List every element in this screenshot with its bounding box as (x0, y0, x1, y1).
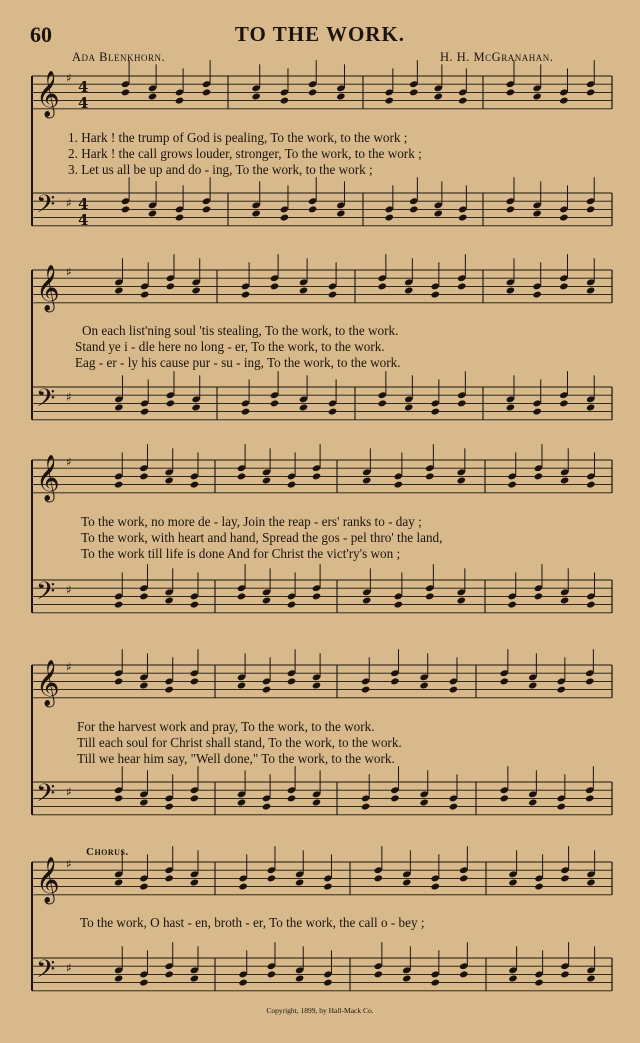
notehead (190, 794, 199, 802)
treble-clef-icon: 𝄞 (36, 455, 60, 501)
notehead (586, 975, 595, 983)
notehead (586, 879, 595, 887)
notehead (164, 686, 173, 694)
notehead (402, 975, 411, 983)
chorus-label: Chorus. (86, 846, 129, 858)
notehead (390, 794, 399, 802)
notehead (164, 477, 173, 485)
notehead (449, 803, 458, 811)
notehead (394, 601, 403, 609)
notehead (586, 404, 595, 412)
lyric-line: To the work, with heart and hand, Spread the gos - pel thro' the land, (81, 530, 443, 545)
notehead (164, 803, 173, 811)
notehead (312, 592, 321, 600)
notehead (191, 404, 200, 412)
notehead (586, 481, 595, 489)
notehead (419, 799, 428, 807)
notehead (425, 472, 434, 480)
notehead (374, 874, 383, 882)
notehead (458, 214, 467, 222)
notehead (287, 677, 296, 685)
notehead (238, 883, 247, 891)
lyric-line: Till we hear him say, "Well done," To the work, to the work. (77, 751, 395, 766)
notehead (114, 975, 123, 983)
notehead (507, 481, 516, 489)
notehead (532, 291, 541, 299)
notehead (140, 408, 149, 416)
treble-clef-icon: 𝄞 (36, 265, 60, 311)
notehead (190, 677, 199, 685)
sharp-icon: ♯ (66, 583, 72, 597)
notehead (237, 472, 246, 480)
notehead (559, 214, 568, 222)
notehead (457, 477, 466, 485)
notehead (190, 481, 199, 489)
notehead (336, 93, 345, 101)
notehead (190, 975, 199, 983)
notehead (121, 88, 130, 96)
lyric-line: 2. Hark ! the call grows louder, stronger, To the work, to the work ; (68, 146, 422, 161)
sharp-icon: ♯ (66, 961, 72, 975)
lyric-line: Till each soul for Christ shall stand, To the work, to the work. (77, 735, 402, 750)
notehead (361, 686, 370, 694)
notehead (431, 291, 440, 299)
page-number: 60 (30, 22, 52, 47)
notehead (586, 287, 595, 295)
notehead (328, 291, 337, 299)
notehead (528, 799, 537, 807)
notehead (507, 601, 516, 609)
notehead (560, 477, 569, 485)
notehead (560, 970, 569, 978)
bass-clef-icon: 𝄢 (36, 955, 56, 990)
notehead (166, 399, 175, 407)
notehead (534, 592, 543, 600)
notehead (586, 88, 595, 96)
sharp-icon: ♯ (66, 785, 72, 799)
notehead (295, 879, 304, 887)
notehead (508, 975, 517, 983)
notehead (270, 282, 279, 290)
notehead (251, 93, 260, 101)
notehead (237, 592, 246, 600)
bass-clef-icon: 𝄢 (36, 384, 56, 419)
notehead (402, 879, 411, 887)
notehead (148, 93, 157, 101)
notehead (114, 287, 123, 295)
notehead (532, 210, 541, 218)
chorus-lyric-line: To the work, O hast - en, broth - er, To the work, the call o - bey ; (80, 915, 425, 930)
notehead (114, 404, 123, 412)
notehead (457, 399, 466, 407)
notehead (121, 205, 130, 213)
notehead (139, 592, 148, 600)
notehead (312, 799, 321, 807)
notehead (409, 205, 418, 213)
notehead (457, 282, 466, 290)
time-signature-numerator: 4 (78, 78, 89, 96)
notehead (280, 214, 289, 222)
notehead (385, 97, 394, 105)
lyricist-credit: Ada Blenkhorn. (72, 50, 166, 64)
notehead (532, 93, 541, 101)
sharp-icon: ♯ (66, 857, 72, 871)
notehead (267, 874, 276, 882)
notehead (114, 879, 123, 887)
notehead (270, 399, 279, 407)
composer-credit: H. H. McGranahan. (440, 50, 554, 64)
time-signature-denominator: 4 (78, 211, 89, 229)
notehead (585, 794, 594, 802)
notehead (175, 214, 184, 222)
notehead (262, 597, 271, 605)
notehead (308, 88, 317, 96)
lyric-line: 3. Let us all be up and do - ing, To the work, to the work ; (68, 162, 373, 177)
notehead (267, 970, 276, 978)
notehead (585, 677, 594, 685)
notehead (262, 803, 271, 811)
notehead (328, 408, 337, 416)
notehead (560, 597, 569, 605)
notehead (459, 970, 468, 978)
treble-clef-icon: 𝄞 (36, 660, 60, 706)
notehead (308, 205, 317, 213)
bass-clef-icon: 𝄢 (36, 779, 56, 814)
lyric-line: To the work till life is done And for Christ the vict'ry's won ; (81, 546, 401, 561)
sharp-icon: ♯ (66, 265, 72, 279)
notehead (425, 592, 434, 600)
notehead (287, 794, 296, 802)
notehead (323, 979, 332, 987)
notehead (374, 970, 383, 978)
sharp-icon: ♯ (66, 455, 72, 469)
lyric-line: To the work, no more de - lay, Join the reap - ers' ranks to - day ; (81, 514, 422, 529)
notehead (164, 970, 173, 978)
notehead (532, 408, 541, 416)
notehead (241, 408, 250, 416)
notehead (202, 88, 211, 96)
notehead (500, 794, 509, 802)
notehead (557, 803, 566, 811)
notehead (336, 210, 345, 218)
notehead (378, 399, 387, 407)
notehead (299, 404, 308, 412)
notehead (559, 399, 568, 407)
notehead (362, 477, 371, 485)
notehead (114, 481, 123, 489)
sharp-icon: ♯ (66, 196, 72, 210)
notehead (287, 601, 296, 609)
lyric-line: 1. Hark ! the trump of God is pealing, To the work, to the work ; (68, 130, 408, 145)
lyric-line: For the harvest work and pray, To the work, to the work. (77, 719, 375, 734)
notehead (114, 794, 123, 802)
sharp-icon: ♯ (66, 71, 72, 85)
notehead (140, 291, 149, 299)
treble-clef-icon: 𝄞 (36, 857, 60, 903)
notehead (139, 472, 148, 480)
notehead (586, 601, 595, 609)
notehead (202, 205, 211, 213)
sharp-icon: ♯ (66, 660, 72, 674)
notehead (434, 210, 443, 218)
hymn-title: TO THE WORK. (234, 22, 406, 46)
notehead (419, 682, 428, 690)
notehead (251, 210, 260, 218)
notehead (237, 799, 246, 807)
notehead (534, 472, 543, 480)
notehead (506, 88, 515, 96)
notehead (528, 682, 537, 690)
notehead (404, 287, 413, 295)
notehead (287, 481, 296, 489)
notehead (378, 282, 387, 290)
notehead (508, 879, 517, 887)
notehead (431, 979, 440, 987)
notehead (534, 979, 543, 987)
notehead (361, 803, 370, 811)
notehead (190, 601, 199, 609)
notehead (312, 472, 321, 480)
notehead (295, 975, 304, 983)
notehead (362, 597, 371, 605)
time-signature-denominator: 4 (78, 94, 89, 112)
notehead (139, 883, 148, 891)
notehead (114, 601, 123, 609)
notehead (506, 287, 515, 295)
notehead (238, 979, 247, 987)
notehead (390, 677, 399, 685)
lyric-line: Stand ye i - dle here no long - er, To the work, to the work. (75, 339, 385, 354)
notehead (459, 874, 468, 882)
notehead (139, 799, 148, 807)
bass-clef-icon: 𝄢 (36, 577, 56, 612)
notehead (394, 481, 403, 489)
notehead (506, 205, 515, 213)
notehead (500, 677, 509, 685)
treble-clef-icon: 𝄞 (36, 71, 60, 117)
notehead (404, 404, 413, 412)
notehead (559, 282, 568, 290)
notehead (312, 682, 321, 690)
notehead (190, 879, 199, 887)
notehead (114, 677, 123, 685)
notehead (280, 97, 289, 105)
copyright-notice: Copyright, 1899, by Hall-Mack Co. (266, 1006, 374, 1015)
notehead (385, 214, 394, 222)
notehead (164, 597, 173, 605)
notehead (175, 97, 184, 105)
notehead (409, 88, 418, 96)
notehead (458, 97, 467, 105)
notehead (139, 979, 148, 987)
notehead (139, 682, 148, 690)
notehead (299, 287, 308, 295)
notehead (457, 597, 466, 605)
notehead (434, 93, 443, 101)
bass-clef-icon: 𝄢 (36, 190, 56, 225)
notehead (431, 883, 440, 891)
notehead (431, 408, 440, 416)
notehead (191, 287, 200, 295)
sharp-icon: ♯ (66, 390, 72, 404)
notehead (449, 686, 458, 694)
notehead (237, 682, 246, 690)
notehead (559, 97, 568, 105)
notehead (506, 404, 515, 412)
notehead (148, 210, 157, 218)
notehead (557, 686, 566, 694)
lyric-line: On each list'ning soul 'tis stealing, To the work, to the work. (82, 323, 399, 338)
time-signature-numerator: 4 (78, 195, 89, 213)
notehead (534, 883, 543, 891)
notehead (586, 205, 595, 213)
notehead (262, 686, 271, 694)
notehead (323, 883, 332, 891)
notehead (164, 874, 173, 882)
lyric-line: Eag - er - ly his cause pur - su - ing, To the work, to the work. (75, 355, 401, 370)
notehead (262, 477, 271, 485)
notehead (560, 874, 569, 882)
notehead (166, 282, 175, 290)
notehead (241, 291, 250, 299)
